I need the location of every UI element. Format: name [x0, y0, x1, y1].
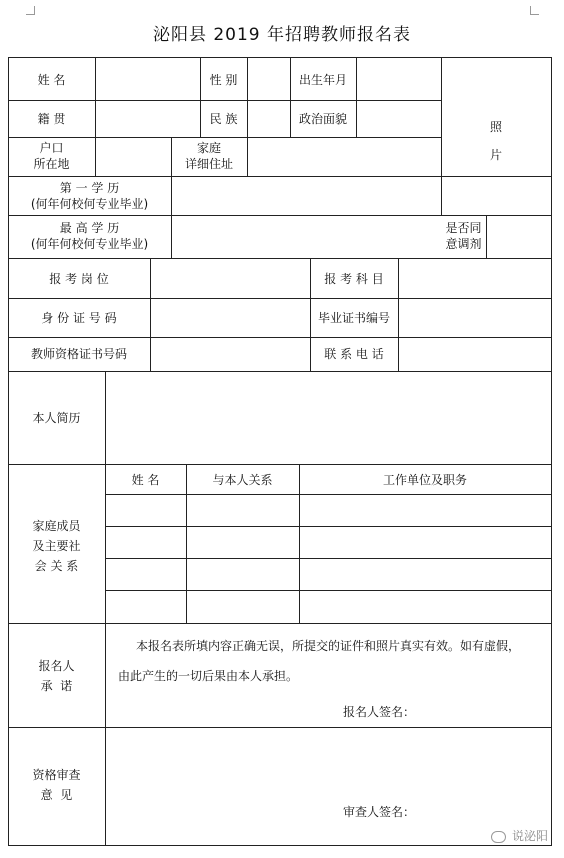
wechat-icon	[491, 831, 506, 843]
family-header-name: 姓 名	[131, 473, 160, 487]
input-resume[interactable]	[106, 372, 551, 464]
watermark	[491, 827, 548, 844]
label-gender: 性 别	[209, 73, 238, 87]
label-photo: 照 片	[489, 120, 502, 162]
family-header-relation: 与本人关系	[212, 473, 273, 487]
label-teacher-cert: 教师资格证书号码	[30, 347, 127, 361]
form-title: 泌阳县 2019 年招聘教师报名表	[152, 25, 412, 45]
label-id-number: 身 份 证 号 码	[41, 311, 117, 325]
label-name: 姓 名	[37, 73, 66, 87]
input-ethnicity[interactable]	[248, 101, 290, 137]
family-header-work: 工作单位及职务	[382, 473, 467, 487]
input-subject[interactable]	[399, 259, 551, 298]
input-grad-cert[interactable]	[399, 299, 551, 337]
input-name[interactable]	[96, 58, 200, 100]
corner-mark-top-right	[530, 6, 539, 15]
review-signature-label: 审查人签名：	[343, 805, 416, 819]
label-home-address: 家庭 详细住址	[184, 141, 233, 171]
label-political: 政治面貌	[298, 112, 347, 126]
label-position: 报 考 岗 位	[49, 272, 109, 286]
input-native-place[interactable]	[96, 101, 200, 137]
input-birth[interactable]	[357, 58, 441, 100]
input-review[interactable]	[106, 728, 551, 798]
label-ethnicity: 民 族	[209, 112, 238, 126]
watermark-text: 说泌阳	[511, 829, 548, 843]
family-row[interactable]	[106, 527, 551, 558]
pledge-text-line2: 由此产生的一切后果由本人承担。	[118, 669, 299, 683]
input-teacher-cert[interactable]	[151, 338, 310, 371]
input-political[interactable]	[357, 101, 441, 137]
input-adjust[interactable]	[487, 216, 551, 258]
input-id-number[interactable]	[151, 299, 310, 337]
label-hukou: 户口 所在地	[33, 141, 70, 171]
family-row[interactable]	[106, 495, 551, 526]
label-native-place: 籍 贯	[37, 112, 66, 126]
label-highest-degree: 最 高 学 历 (何年何校何专业毕业)	[30, 221, 149, 251]
label-phone: 联 系 电 话	[324, 347, 384, 361]
input-position[interactable]	[151, 259, 310, 298]
label-review: 资格审查 意 见	[32, 768, 81, 802]
input-highest-degree[interactable]	[172, 216, 441, 258]
label-adjust: 是否同 意调剂	[445, 221, 482, 251]
label-grad-cert: 毕业证书编号	[317, 311, 390, 325]
label-family: 家庭成员 及主要社 会 关 系	[32, 519, 81, 573]
input-gender[interactable]	[248, 58, 290, 100]
input-home-address[interactable]	[248, 138, 441, 176]
label-birth: 出生年月	[298, 73, 347, 87]
label-subject: 报 考 科 目	[324, 272, 384, 286]
pledge-text: 本报名表所填内容正确无误，所提交的证件和照片真实有效。如有虚假，	[136, 639, 521, 653]
input-phone[interactable]	[399, 338, 551, 371]
label-resume: 本人简历	[32, 411, 81, 425]
input-hukou[interactable]	[96, 138, 171, 176]
family-row[interactable]	[106, 591, 551, 623]
corner-mark-top-left	[26, 6, 35, 15]
pledge-signature-label: 报名人签名：	[343, 705, 416, 719]
family-row[interactable]	[106, 559, 551, 590]
label-pledge: 报名人 承 诺	[38, 659, 75, 693]
input-first-degree[interactable]	[172, 177, 441, 215]
label-first-degree: 第 一 学 历 (何年何校何专业毕业)	[30, 181, 149, 211]
